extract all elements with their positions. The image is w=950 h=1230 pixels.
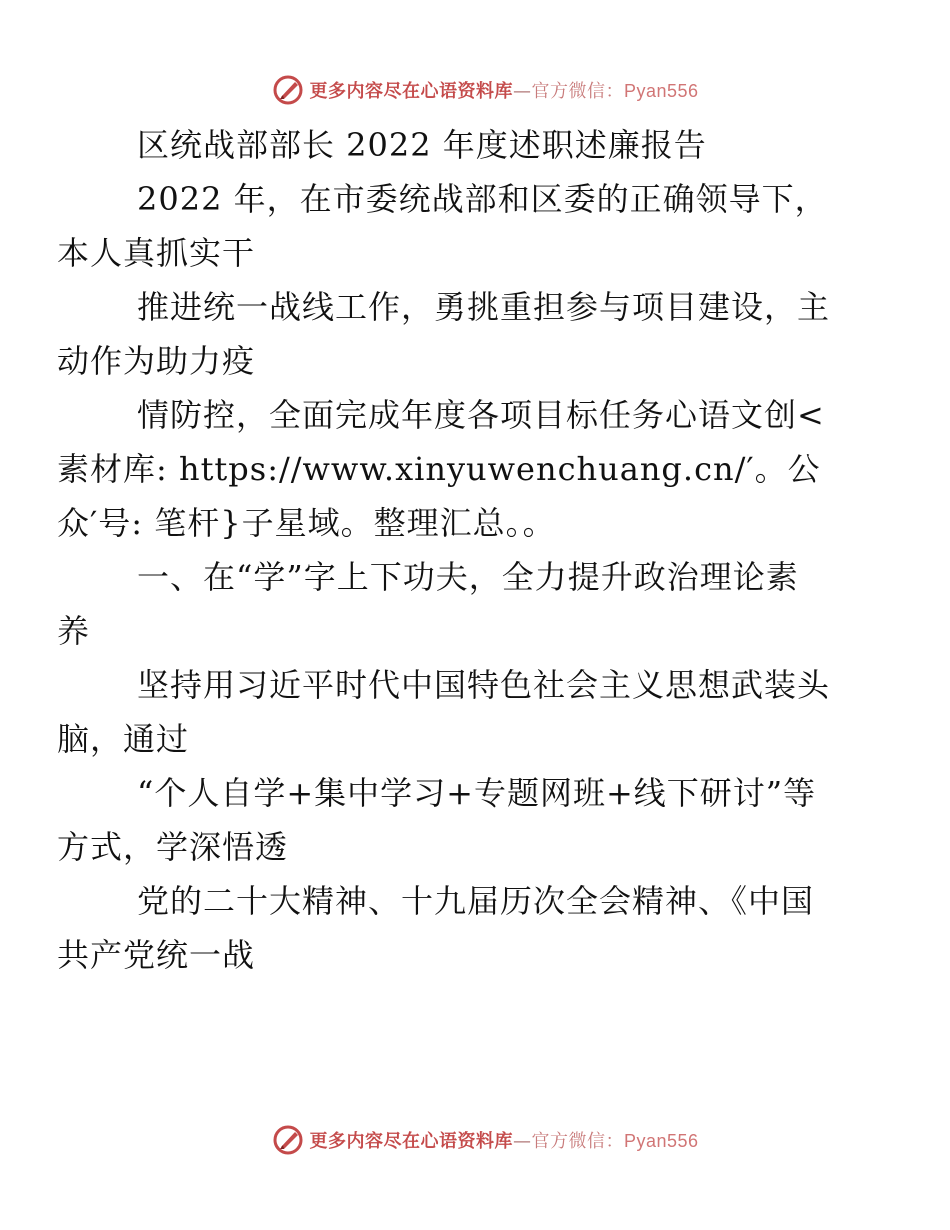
doc-paragraph [57, 172, 857, 280]
doc-line: “个人自学+集中学习+专题网班+线下研讨”等 [137, 774, 817, 812]
doc-line: 方式，学深悟透 [57, 828, 289, 866]
doc-paragraph [57, 658, 857, 766]
watermark-text [309, 77, 698, 103]
doc-paragraph [57, 388, 857, 550]
doc-line: 坚持用习近平时代中国特色社会主义思想武装头 [137, 666, 831, 704]
watermark-separator: — [512, 81, 532, 102]
doc-line: 共产党统一战 [57, 936, 256, 974]
doc-line: 素材库: https://www.xinyuwenchuang.cn/′。公 [57, 450, 821, 488]
doc-paragraph [57, 280, 857, 388]
doc-line: 众′号: 笔杆}子星域。整理汇总。。 [57, 504, 556, 542]
doc-line: 动作为助力疫 [57, 342, 256, 380]
doc-paragraph [57, 874, 857, 982]
watermark-banner-top [0, 70, 950, 110]
watermark-site: 更多内容尽在心语资料库 [309, 81, 513, 102]
doc-paragraph [57, 766, 857, 874]
doc-title [97, 118, 857, 172]
watermark-separator: — [512, 1131, 532, 1152]
watermark-wechat-label: 官方微信： [531, 1131, 624, 1152]
watermark-wechat-label: 官方微信： [531, 81, 624, 102]
doc-line: 党的二十大精神、十九届历次全会精神、《中国 [137, 882, 815, 920]
watermark-site: 更多内容尽在心语资料库 [309, 1131, 513, 1152]
doc-line: 区统战部部长 2022 年度述职述廉报告 [137, 126, 707, 164]
quill-circle-logo-icon [271, 1123, 305, 1157]
watermark-banner-bottom [0, 1120, 950, 1160]
doc-line: 2022 年，在市委统战部和区委的正确领导下， [137, 180, 828, 218]
doc-line: 一、在“学”字上下功夫，全力提升政治理论素 [137, 558, 799, 596]
document-body [57, 118, 857, 982]
doc-line: 情防控，全面完成年度各项目标任务心语文创< [137, 396, 825, 434]
watermark-wechat-id: Pyan556 [623, 81, 699, 101]
quill-circle-logo-icon [271, 73, 305, 107]
watermark-text [309, 1127, 698, 1153]
section-heading [57, 550, 857, 658]
watermark-wechat-id: Pyan556 [623, 1131, 699, 1151]
doc-line: 推进统一战线工作，勇挑重担参与项目建设，主 [137, 288, 831, 326]
doc-line: 脑，通过 [57, 720, 190, 758]
doc-line: 养 [57, 612, 91, 650]
doc-line: 本人真抓实干 [57, 234, 256, 272]
